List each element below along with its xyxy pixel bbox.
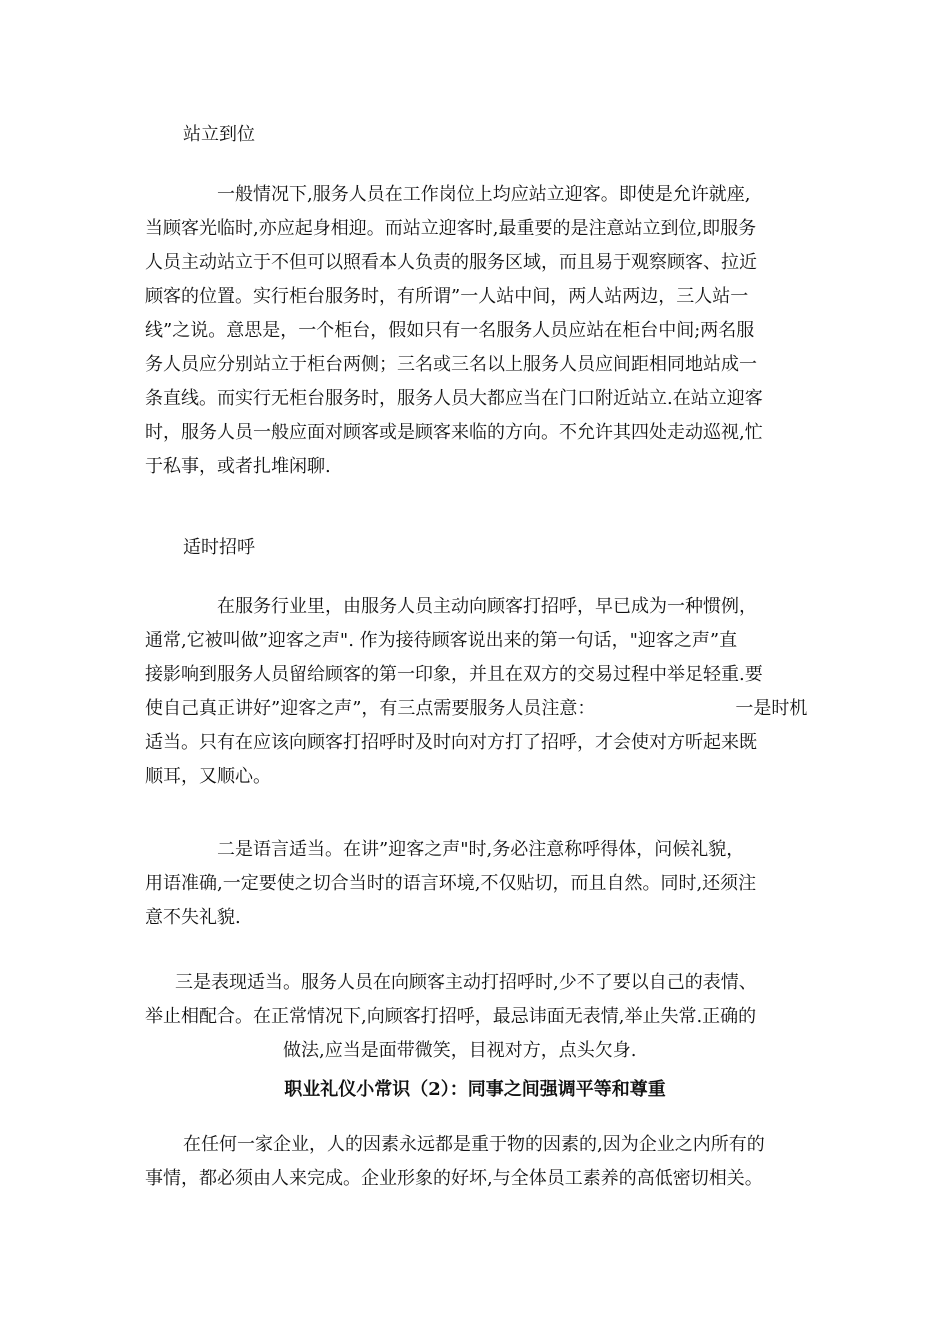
paragraph-line: 意不失礼貌. [145, 907, 241, 928]
paragraph-line: 当顾客光临时,亦应起身相迎。而站立迎客时,最重要的是注意站立到位,即服务 [145, 218, 757, 239]
paragraph-line: 一般情况下,服务人员在工作岗位上均应站立迎客。即使是允许就座, [217, 184, 751, 205]
paragraph-line: 顺耳，又顺心。 [145, 766, 271, 787]
paragraph-line: 事情，都必须由人来完成。企业形象的好坏,与全体员工素养的高低密切相关。 [145, 1168, 763, 1189]
paragraph-line: 通常,它被叫做”迎客之声". 作为接待顾客说出来的第一句话，"迎客之声”直 [145, 630, 738, 651]
paragraph-line: 顾客的位置。实行柜台服务时，有所谓”一人站中间，两人站两边，三人站一 [145, 286, 749, 307]
section-heading-standing: 站立到位 [183, 124, 255, 145]
paragraph-line: 三是表现适当。服务人员在向顾客主动打招呼时,少不了要以自己的表情、 [175, 972, 757, 993]
line-text: 使自己真正讲好”迎客之声”，有三点需要服务人员注意： [145, 698, 596, 719]
section-heading-greeting: 适时招呼 [183, 537, 255, 558]
paragraph-expression [145, 966, 757, 1068]
line-tail-text: 一是时机 [735, 698, 808, 719]
paragraph-line: 于私事，或者扎堆闲聊. [145, 456, 331, 477]
paragraph-line: 用语准确,一定要使之切合当时的语言环境,不仅贴切，而且自然。同时,还须注 [145, 873, 757, 894]
paragraph-line: 人员主动站立于不但可以照看本人负责的服务区域，而且易于观察顾客、拉近 [145, 252, 757, 273]
paragraph-line: 适当。只有在应该向顾客打招呼时及时向对方打了招呼，才会使对方听起来既 [145, 732, 757, 753]
paragraph-line: 举止相配合。在正常情况下,向顾客打招呼，最忌讳面无表情,举止失常.正确的 [145, 1006, 757, 1027]
paragraph-line [145, 692, 807, 726]
paragraph-line: 做法,应当是面带微笑，目视对方，点头欠身. [283, 1040, 637, 1061]
paragraph-line: 在服务行业里，由服务人员主动向顾客打招呼，早已成为一种惯例， [217, 596, 757, 617]
paragraph-standing [145, 178, 763, 484]
paragraph-enterprise [145, 1128, 765, 1196]
article-title: 职业礼仪小常识（2）：同事之间强调平等和尊重 [284, 1079, 666, 1100]
paragraph-line: 时，服务人员一般应面对顾客或是顾客来临的方向。不允许其四处走动巡视,忙 [145, 422, 763, 443]
paragraph-line: 条直线。而实行无柜台服务时，服务人员大都应当在门口附近站立.在站立迎客 [145, 388, 763, 409]
paragraph-line: 线”之说。意思是，一个柜台，假如只有一名服务人员应站在柜台中间;两名服 [145, 320, 755, 341]
paragraph-line: 务人员应分别站立于柜台两侧；三名或三名以上服务人员应间距相同地站成一 [145, 354, 757, 375]
paragraph-line: 在任何一家企业，人的因素永远都是重于物的因素的,因为企业之内所有的 [183, 1134, 765, 1155]
paragraph-line: 二是语言适当。在讲”迎客之声"时,务必注意称呼得体，问候礼貌， [217, 839, 745, 860]
paragraph-greeting-intro [145, 590, 807, 794]
paragraph-language [145, 833, 756, 935]
paragraph-line: 接影响到服务人员留给顾客的第一印象，并且在双方的交易过程中举足轻重.要 [145, 664, 763, 685]
